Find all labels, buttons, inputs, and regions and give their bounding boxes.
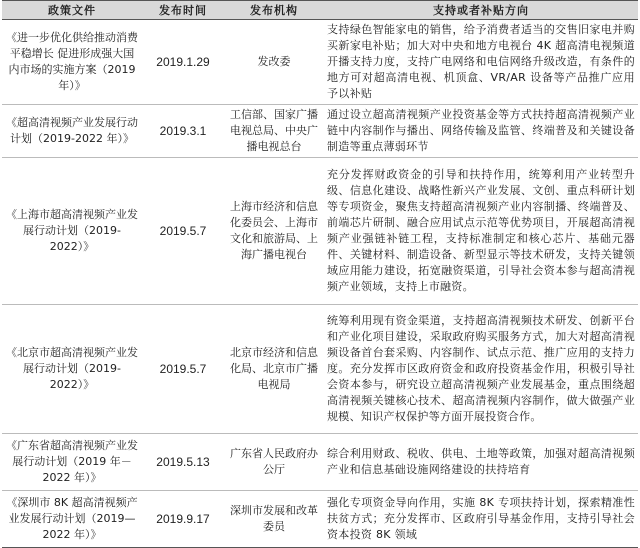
table-row: [2, 20, 638, 105]
support-direction-cell: 统筹利用现有资金渠道，支持超高清视频技术研发、创新平台和产业化项目建设，采取政府购买服务方式，加大对超高清视频设备首台套采购、内容制作、试点示范、推广应用的支持力度。充分发挥市区政府资金和政府投资基金作用，积极引导社会资本参与，研究设立超高清视频产业发展基金，重点围绕超高清视频关键核心技术、超高清视频内容制作，做大做强产业规模、知识产权保护等方面开展投资合作。: [324, 305, 638, 434]
support-direction-cell: 综合利用财政、税收、供电、土地等政策，加强对超高清视频产业和信息基础设施网络建设的扶持培育: [324, 434, 638, 491]
policy-document-cell: 《广东省超高清视频产业发展行动计划（2019 年－2022 年）》: [2, 434, 142, 491]
release-date-cell: 2019.9.17: [142, 491, 224, 548]
release-date-cell: 2019.5.7: [142, 158, 224, 305]
release-date-cell: 2019.5.7: [142, 305, 224, 434]
header-issuing-agency: 发布机构: [224, 1, 324, 20]
support-direction-cell: 通过设立超高清视频产业投资基金等方式扶持超高清视频产业链中内容制作与播出、网络传输及监管、终端普及和关键设备制造等重点薄弱环节: [324, 105, 638, 158]
release-date-cell: 2019.1.29: [142, 20, 224, 105]
header-support-direction: 支持或者补贴方向: [324, 1, 638, 20]
issuing-agency-cell: 发改委: [224, 20, 324, 105]
issuing-agency-cell: 上海市经济和信息化委员会、上海市文化和旅游局、上海广播电视台: [224, 158, 324, 305]
issuing-agency-cell: 深圳市发展和改革委员: [224, 491, 324, 548]
policy-document-cell: 《上海市超高清视频产业发展行动计划（2019-2022）》: [2, 158, 142, 305]
policy-document-cell: 《北京市超高清视频产业发展行动计划（2019-2022）》: [2, 305, 142, 434]
support-direction-cell: 充分发挥财政资金的引导和扶持作用，统筹利用产业转型升级、信息化建设、战略性新兴产业发展、文创、重点科研计划等专项资金，聚焦支持超高清视频产业内容制播、终端普及、前端芯片研制、融合应用试点示范等优势项目，开展超高清视频产业强链补链工程，支持标准制定和核心芯片、基础元器件、关键材料、制造设备、新型显示等技术研发，支持关键领域应用能力建设，拓宽融资渠道，引导社会资本参与超高清视频产业领域，支持上市融资。: [324, 158, 638, 305]
table-body: [2, 20, 638, 548]
table-header: [2, 1, 638, 20]
issuing-agency-cell: 工信部、国家广播电视总局、中央广播电视总台: [224, 105, 324, 158]
table-row: [2, 105, 638, 158]
policy-document-cell: 《深圳市 8K 超高清视频产业发展行动计划（2019—2022 年）》: [2, 491, 142, 548]
policy-table: [2, 0, 638, 548]
header-release-date: 发布时间: [142, 1, 224, 20]
issuing-agency-cell: 广东省人民政府办公厅: [224, 434, 324, 491]
release-date-cell: 2019.3.1: [142, 105, 224, 158]
issuing-agency-cell: 北京市经济和信息化局、北京市广播电视局: [224, 305, 324, 434]
policy-document-cell: 《进一步优化供给推动消费平稳增长 促进形成强大国内市场的实施方案（2019 年）》: [2, 20, 142, 105]
header-row: [2, 1, 638, 20]
release-date-cell: 2019.5.13: [142, 434, 224, 491]
support-direction-cell: 强化专项资金导向作用，实施 8K 专项扶持计划，探索精准性扶贫方式；充分发挥市、区政府引导基金作用，支持引导社会资本投资 8K 领域: [324, 491, 638, 548]
header-policy-document: 政策文件: [2, 1, 142, 20]
table-row: [2, 434, 638, 491]
policy-document-cell: 《超高清视频产业发展行动计划（2019-2022 年）》: [2, 105, 142, 158]
table-row: [2, 158, 638, 305]
table-row: [2, 305, 638, 434]
table-row: [2, 491, 638, 548]
support-direction-cell: 支持绿色智能家电的销售，给予消费者适当的交售旧家电并购买新家电补贴；加大对中央和地方电视台 4K 超高清电视频道开播支持力度，支持广电网络和电信网络升级改造，有条件的地方可对超高清电视、机顶盒、VR/AR 设备等产品推广应用予以补贴: [324, 20, 638, 105]
